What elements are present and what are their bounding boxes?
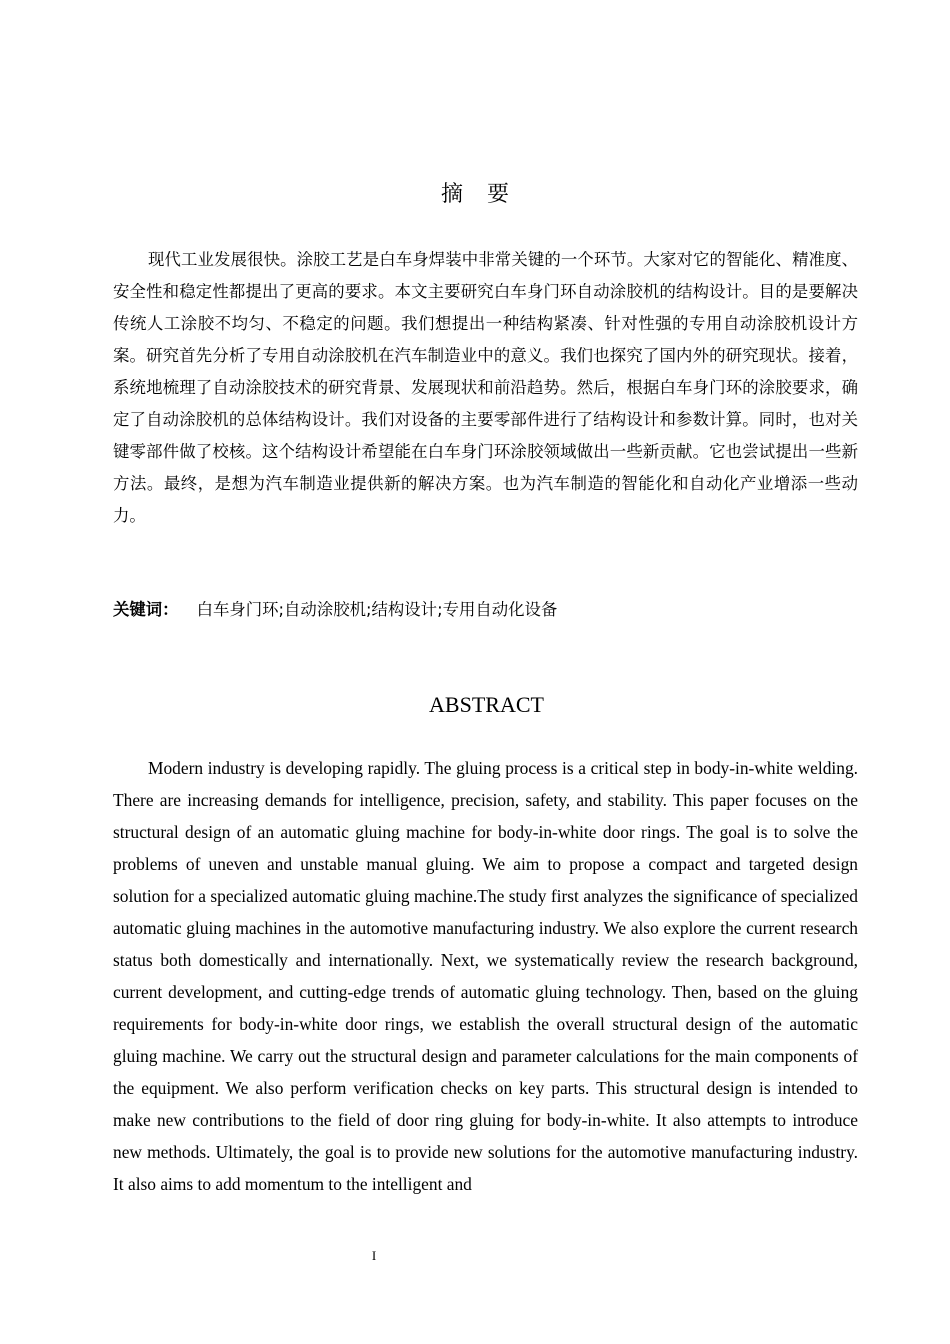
keywords-text: 白车身门环;自动涂胶机;结构设计;专用自动化设备 <box>196 600 558 619</box>
keywords-label: 关键词： <box>113 600 179 619</box>
keywords-line <box>113 594 858 626</box>
chinese-abstract-body: 现代工业发展很快。涂胶工艺是白车身焊装中非常关键的一个环节。大家对它的智能化、精准度、安全性和稳定性都提出了更高的要求。本文主要研究白车身门环自动涂胶机的结构设计。目的是要解决传统人工涂胶不均匀、不稳定的问题。我们想提出一种结构紧凑、针对性强的专用自动涂胶机设计方案。研究首先分析了专用自动涂胶机在汽车制造业中的意义。我们也探究了国内外的研究现状。接着，系统地梳理了自动涂胶技术的研究背景、发展现状和前沿趋势。然后，根据白车身门环的涂胶要求，确定了自动涂胶机的总体结构设计。我们对设备的主要零部件进行了结构设计和参数计算。同时，也对关键零部件做了校核。这个结构设计希望能在白车身门环涂胶领域做出一些新贡献。它也尝试提出一些新方法。最终，是想为汽车制造业提供新的解决方案。也为汽车制造的智能化和自动化产业增添一些动力。 <box>113 250 858 525</box>
page-number: I <box>371 1248 377 1263</box>
chinese-abstract-heading: 摘要 <box>440 182 533 207</box>
english-abstract-heading: ABSTRACT <box>429 692 544 717</box>
english-abstract-body: Modern industry is developing rapidly. The gluing process is a critical step in body-in-white welding. There are increasing demands for intelligence, precision, safety, and stability. This paper focuses on the structural design of an automatic gluing machine for body-in-white door rings. The goal is to solve the problems of uneven and unstable manual gluing. We aim to propose a compact and targeted design solution for a specialized automatic gluing machine.The study first analyzes the significance of specialized automatic gluing machines in the automotive manufacturing industry. We also explore the current research status both domestically and internationally. Next, we systematically review the research background, current development, and cutting-edge trends of automatic gluing technology. Then, based on the gluing requirements for body-in-white door rings, we establish the overall structural design of the automatic gluing machine. We carry out the structural design and parameter calculations for the main components of the equipment. We also perform verification checks on key parts. This structural design is intended to make new contributions to the field of door ring gluing for body-in-white. It also attempts to introduce new methods. Ultimately, the goal is to provide new solutions for the automotive manufacturing industry. It also aims to add momentum to the intelligent and <box>113 758 858 1194</box>
